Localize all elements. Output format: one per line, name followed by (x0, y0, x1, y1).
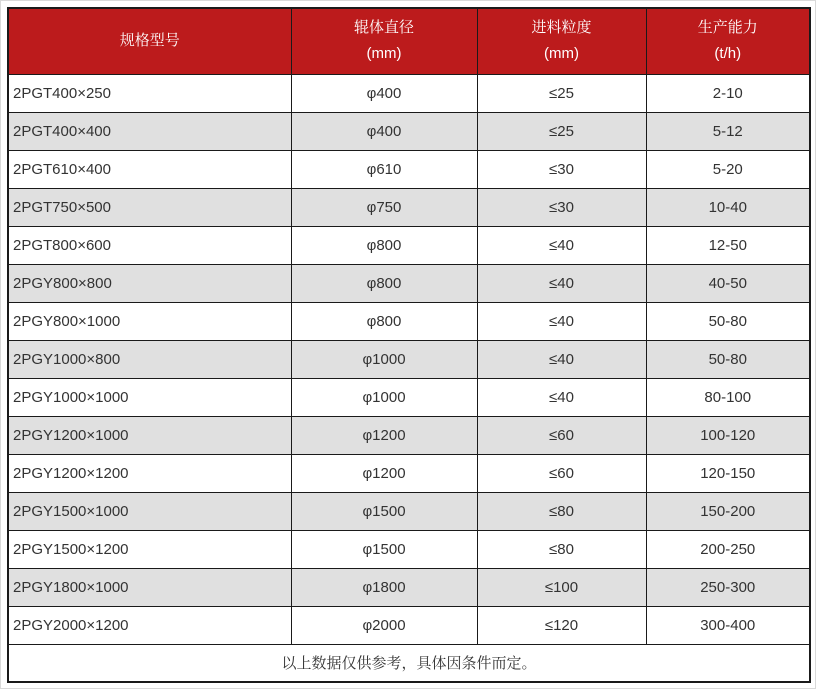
cell-capacity: 12-50 (646, 226, 810, 264)
cell-feed-size: ≤30 (477, 188, 646, 226)
cell-model: 2PGY2000×1200 (8, 606, 291, 644)
table-row (8, 568, 810, 606)
table-row (8, 454, 810, 492)
table-row (8, 226, 810, 264)
cell-feed-size: ≤25 (477, 74, 646, 112)
cell-model: 2PGY1500×1200 (8, 530, 291, 568)
cell-capacity: 250-300 (646, 568, 810, 606)
header-label: 规格型号 (119, 32, 180, 50)
header-unit: (mm) (544, 45, 579, 63)
table-row (8, 150, 810, 188)
cell-roller-diameter: φ800 (291, 264, 477, 302)
cell-roller-diameter: φ2000 (291, 606, 477, 644)
cell-roller-diameter: φ400 (291, 74, 477, 112)
cell-capacity: 80-100 (646, 378, 810, 416)
cell-roller-diameter: φ1500 (291, 492, 477, 530)
cell-model: 2PGY1000×800 (8, 340, 291, 378)
cell-feed-size: ≤40 (477, 264, 646, 302)
table-row (8, 606, 810, 644)
table-body (8, 74, 810, 644)
cell-feed-size: ≤80 (477, 530, 646, 568)
cell-feed-size: ≤40 (477, 226, 646, 264)
cell-capacity: 40-50 (646, 264, 810, 302)
header-unit: (t/h) (714, 45, 742, 63)
cell-capacity: 300-400 (646, 606, 810, 644)
cell-roller-diameter: φ800 (291, 226, 477, 264)
header-label: 进料粒度 (531, 19, 592, 37)
header-unit: (mm) (366, 45, 402, 63)
table-footnote: 以上数据仅供参考，具体因条件而定。 (8, 644, 810, 682)
cell-model: 2PGT610×400 (8, 150, 291, 188)
table-row (8, 340, 810, 378)
cell-feed-size: ≤80 (477, 492, 646, 530)
cell-capacity: 100-120 (646, 416, 810, 454)
table-row (8, 264, 810, 302)
column-header-feed-size (477, 8, 646, 74)
cell-model: 2PGY1000×1000 (8, 378, 291, 416)
cell-capacity: 50-80 (646, 302, 810, 340)
table-row (8, 416, 810, 454)
cell-roller-diameter: φ1200 (291, 454, 477, 492)
spec-table (7, 7, 811, 683)
cell-roller-diameter: φ800 (291, 302, 477, 340)
cell-capacity: 10-40 (646, 188, 810, 226)
cell-feed-size: ≤40 (477, 378, 646, 416)
cell-feed-size: ≤60 (477, 416, 646, 454)
cell-model: 2PGT800×600 (8, 226, 291, 264)
table-row (8, 74, 810, 112)
cell-capacity: 2-10 (646, 74, 810, 112)
cell-roller-diameter: φ750 (291, 188, 477, 226)
cell-feed-size: ≤40 (477, 340, 646, 378)
cell-feed-size: ≤60 (477, 454, 646, 492)
cell-capacity: 5-20 (646, 150, 810, 188)
table-row (8, 302, 810, 340)
cell-roller-diameter: φ1000 (291, 378, 477, 416)
table-row (8, 378, 810, 416)
cell-model: 2PGY1500×1000 (8, 492, 291, 530)
column-header-roller-diameter (291, 8, 477, 74)
cell-model: 2PGY800×800 (8, 264, 291, 302)
cell-feed-size: ≤30 (477, 150, 646, 188)
cell-roller-diameter: φ1200 (291, 416, 477, 454)
cell-model: 2PGY1800×1000 (8, 568, 291, 606)
cell-capacity: 120-150 (646, 454, 810, 492)
cell-roller-diameter: φ400 (291, 112, 477, 150)
cell-roller-diameter: φ610 (291, 150, 477, 188)
column-header-model (8, 8, 291, 74)
cell-feed-size: ≤25 (477, 112, 646, 150)
cell-capacity: 200-250 (646, 530, 810, 568)
cell-feed-size: ≤100 (477, 568, 646, 606)
header-label: 生产能力 (697, 19, 758, 37)
cell-model: 2PGY800×1000 (8, 302, 291, 340)
table-row (8, 112, 810, 150)
cell-feed-size: ≤120 (477, 606, 646, 644)
table-row (8, 530, 810, 568)
cell-model: 2PGT750×500 (8, 188, 291, 226)
table-header-row (8, 8, 810, 74)
header-label: 辊体直径 (353, 19, 414, 37)
cell-capacity: 50-80 (646, 340, 810, 378)
cell-capacity: 5-12 (646, 112, 810, 150)
footnote-row (8, 644, 810, 682)
cell-capacity: 150-200 (646, 492, 810, 530)
column-header-capacity (646, 8, 810, 74)
cell-roller-diameter: φ1800 (291, 568, 477, 606)
cell-model: 2PGY1200×1200 (8, 454, 291, 492)
cell-model: 2PGT400×250 (8, 74, 291, 112)
cell-model: 2PGY1200×1000 (8, 416, 291, 454)
cell-roller-diameter: φ1500 (291, 530, 477, 568)
cell-roller-diameter: φ1000 (291, 340, 477, 378)
cell-feed-size: ≤40 (477, 302, 646, 340)
table-row (8, 188, 810, 226)
table-row (8, 492, 810, 530)
cell-model: 2PGT400×400 (8, 112, 291, 150)
